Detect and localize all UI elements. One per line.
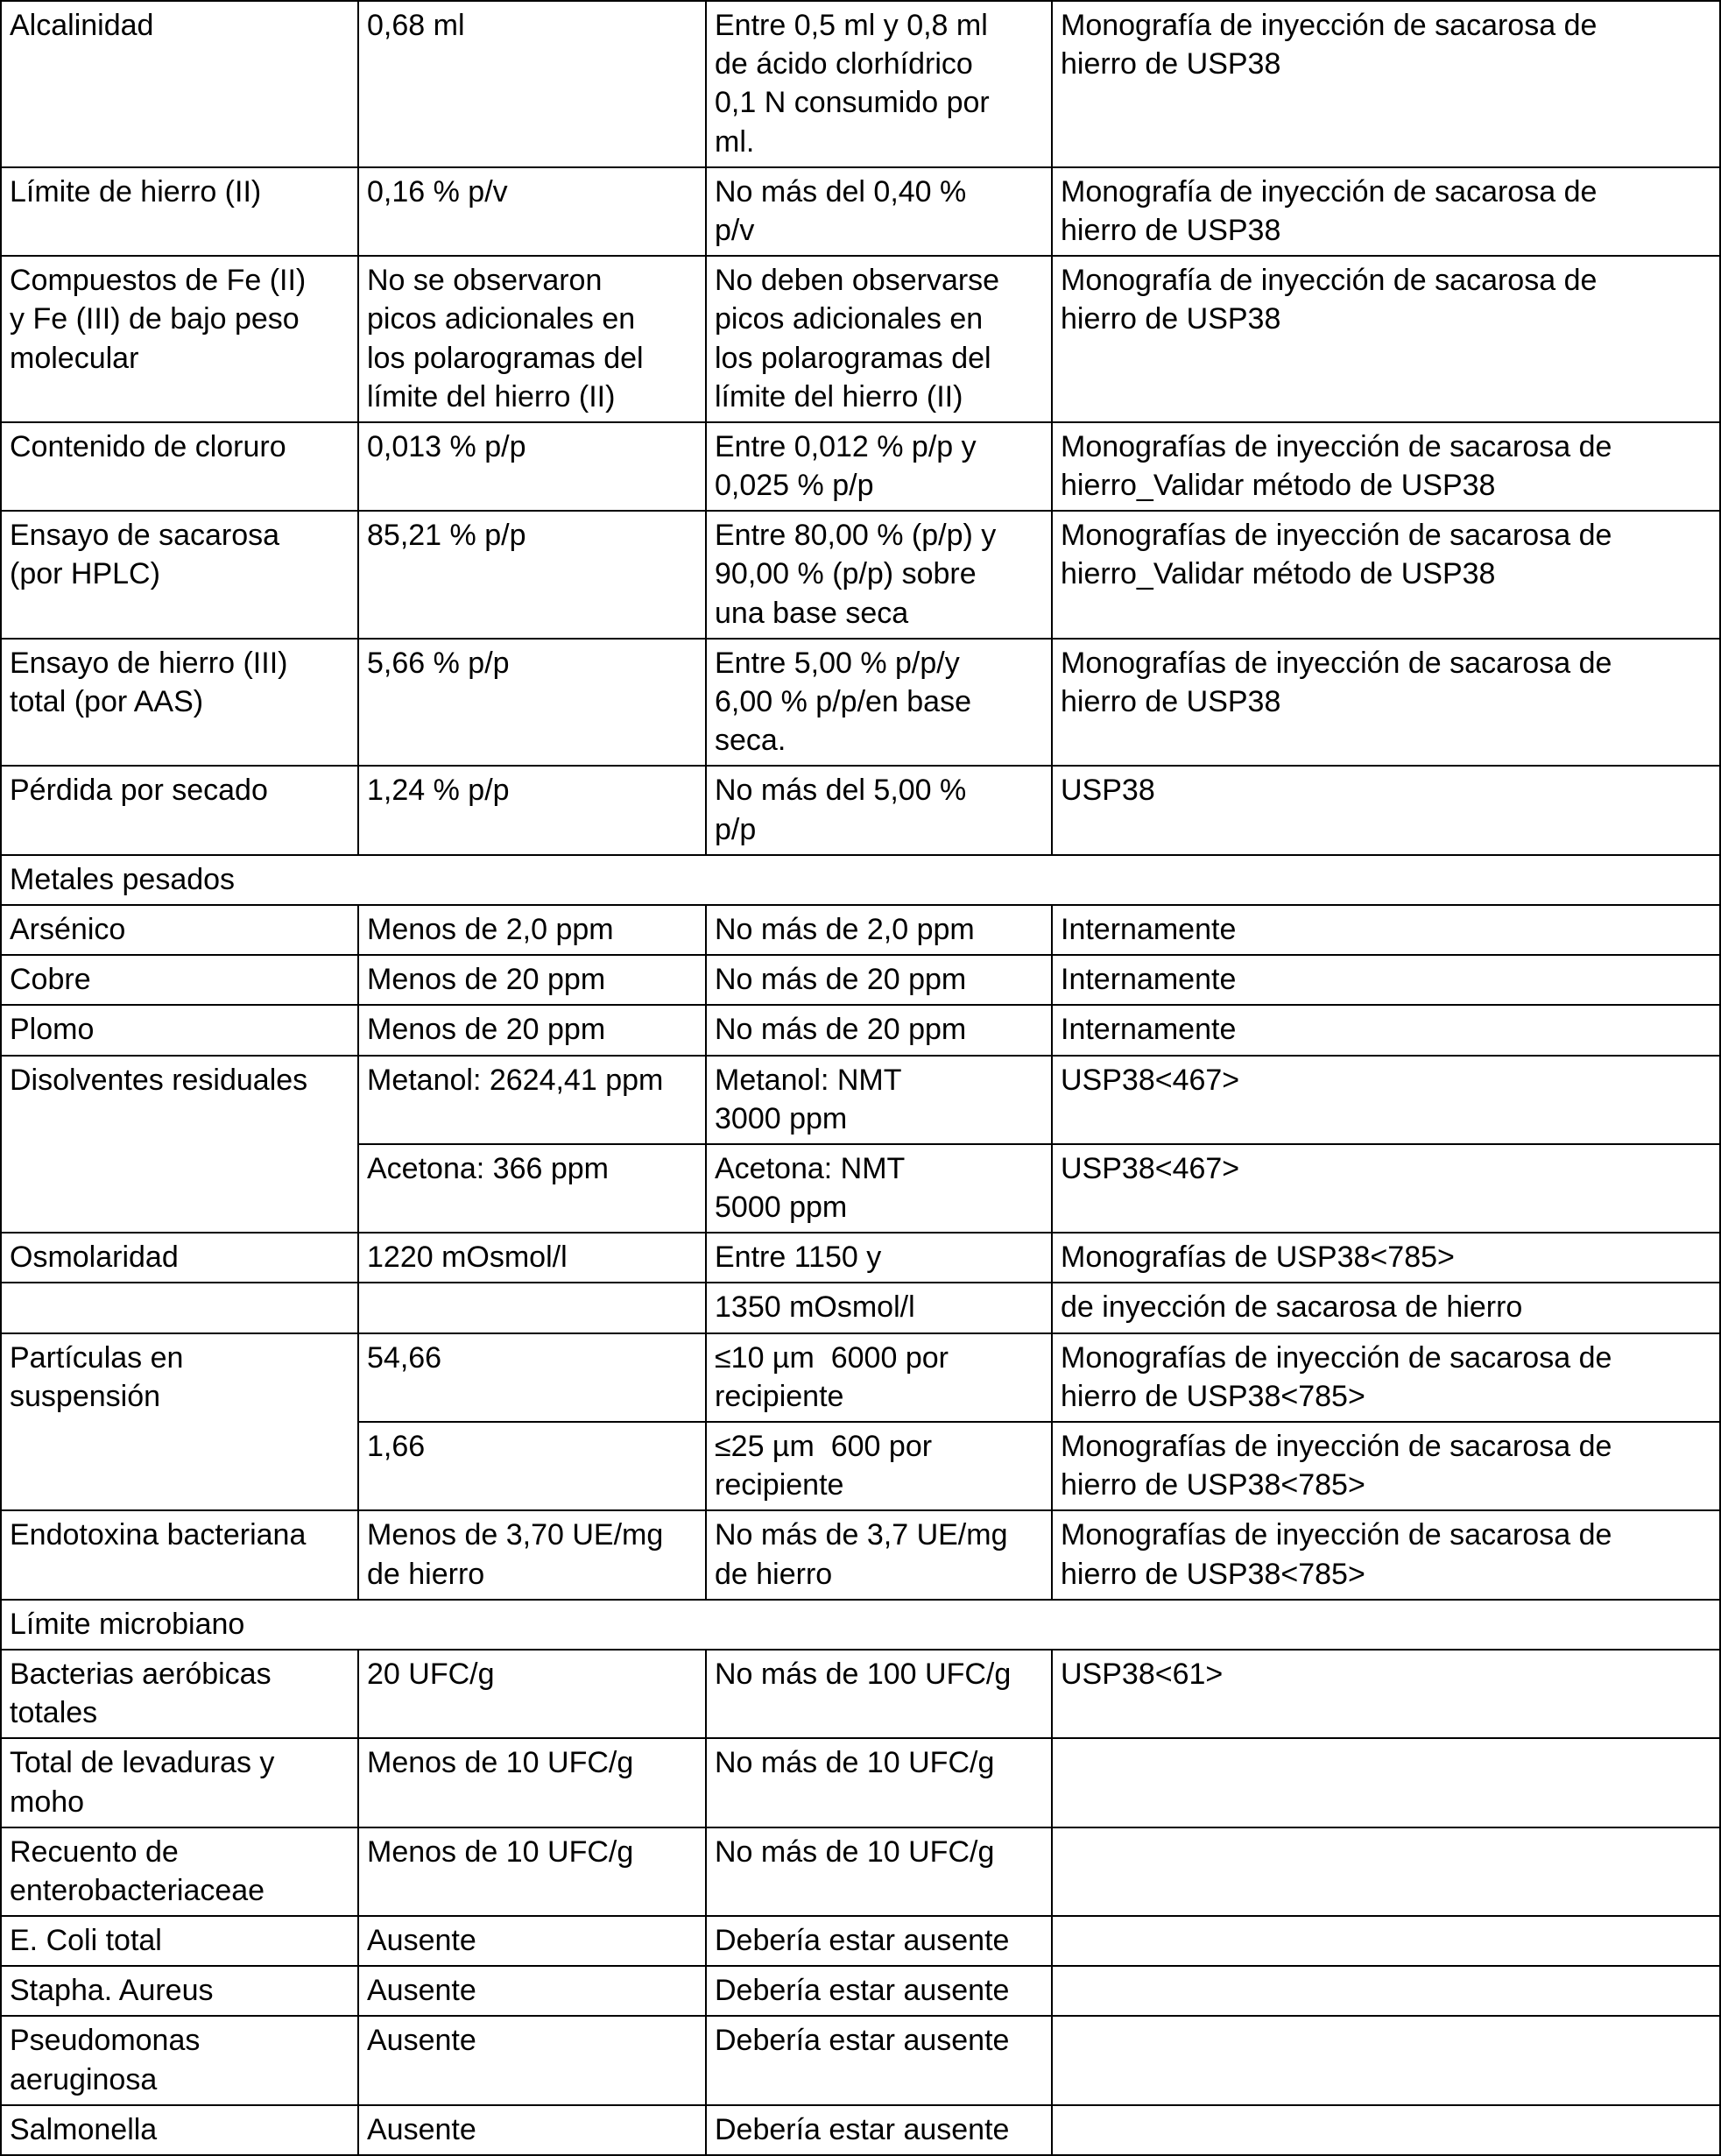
table-cell: Entre 0,5 ml y 0,8 ml de ácido clorhídrico 0,1 N consumido por ml.: [706, 1, 1052, 167]
table-row: [1, 1827, 1720, 1916]
table-row: [1, 1233, 1720, 1283]
table-cell: No más del 0,40 % p/v: [706, 167, 1052, 256]
table-cell: Cobre: [1, 955, 358, 1005]
table-cell: [1052, 1966, 1720, 2016]
table-cell: 1,66: [358, 1422, 706, 1510]
table-cell: 0,16 % p/v: [358, 167, 706, 256]
table-cell: ≤10 µm 6000 por recipiente: [706, 1333, 1052, 1422]
table-cell: 5,66 % p/p: [358, 639, 706, 767]
table-row: [1, 1283, 1720, 1332]
table-cell: USP38<467>: [1052, 1144, 1720, 1233]
table-cell: Menos de 2,0 ppm: [358, 905, 706, 955]
table-row: [1, 167, 1720, 256]
table-cell: Menos de 3,70 UE/mg de hierro: [358, 1510, 706, 1599]
table-row: [1, 905, 1720, 955]
table-cell: Compuestos de Fe (II) y Fe (III) de bajo peso molecular: [1, 256, 358, 422]
table-row: [1, 1, 1720, 167]
table-cell: Monografías de USP38<785>: [1052, 1233, 1720, 1283]
table-cell: Menos de 10 UFC/g: [358, 1827, 706, 1916]
section-row: [1, 855, 1720, 905]
table-row: [1, 2016, 1720, 2104]
table-cell: Total de levaduras y moho: [1, 1738, 358, 1827]
section-row: [1, 1600, 1720, 1650]
table-cell: [1052, 2016, 1720, 2104]
table-row: [1, 1510, 1720, 1599]
table-cell: 1220 mOsmol/l: [358, 1233, 706, 1283]
table-cell: Límite de hierro (II): [1, 167, 358, 256]
table-row: [1, 766, 1720, 854]
table-cell: de inyección de sacarosa de hierro: [1052, 1283, 1720, 1332]
table-cell: Entre 0,012 % p/p y 0,025 % p/p: [706, 422, 1052, 511]
table-cell: Monografía de inyección de sacarosa de hierro de USP38: [1052, 1, 1720, 167]
table-cell: Internamente: [1052, 905, 1720, 955]
table-cell: Arsénico: [1, 905, 358, 955]
table-cell: [1052, 1827, 1720, 1916]
table-cell: Ausente: [358, 1916, 706, 1966]
table-cell: Metales pesados: [1, 855, 1720, 905]
table-cell: 1350 mOsmol/l: [706, 1283, 1052, 1332]
table-cell: Metanol: 2624,41 ppm: [358, 1056, 706, 1144]
table-cell: [1052, 1916, 1720, 1966]
table-cell: Debería estar ausente: [706, 2105, 1052, 2155]
table-cell: Monografías de inyección de sacarosa de hierro de USP38<785>: [1052, 1333, 1720, 1422]
table-cell: Monografías de inyección de sacarosa de hierro de USP38<785>: [1052, 1510, 1720, 1599]
table-cell: Monografía de inyección de sacarosa de hierro de USP38: [1052, 167, 1720, 256]
table-cell: 85,21 % p/p: [358, 511, 706, 639]
table-cell: Metanol: NMT 3000 ppm: [706, 1056, 1052, 1144]
table-cell: No se observaron picos adicionales en los polarogramas del límite del hierro (II): [358, 256, 706, 422]
table-cell: Partículas en suspensión: [1, 1333, 358, 1511]
table-cell: Pérdida por secado: [1, 766, 358, 854]
table-cell: No más de 20 ppm: [706, 1005, 1052, 1055]
table-cell: No más de 10 UFC/g: [706, 1738, 1052, 1827]
table-cell: [358, 1283, 706, 1332]
table-cell: [1052, 1738, 1720, 1827]
table-cell: Contenido de cloruro: [1, 422, 358, 511]
table-cell: Endotoxina bacteriana: [1, 1510, 358, 1599]
table-cell: Pseudomonas aeruginosa: [1, 2016, 358, 2104]
table-row: [1, 1005, 1720, 1055]
table-cell: Menos de 10 UFC/g: [358, 1738, 706, 1827]
table-row: [1, 1738, 1720, 1827]
table-cell: USP38<467>: [1052, 1056, 1720, 1144]
table-row: [1, 1056, 1720, 1144]
table-cell: No más de 100 UFC/g: [706, 1650, 1052, 1738]
table-cell: 20 UFC/g: [358, 1650, 706, 1738]
table-cell: Ensayo de sacarosa (por HPLC): [1, 511, 358, 639]
table-row: [1, 1650, 1720, 1738]
table-cell: 54,66: [358, 1333, 706, 1422]
table-cell: Recuento de enterobacteriaceae: [1, 1827, 358, 1916]
table-cell: No más de 3,7 UE/mg de hierro: [706, 1510, 1052, 1599]
table-cell: Bacterias aeróbicas totales: [1, 1650, 358, 1738]
table-cell: Límite microbiano: [1, 1600, 1720, 1650]
table-cell: No deben observarse picos adicionales en los polarogramas del límite del hierro (II): [706, 256, 1052, 422]
table-cell: Disolventes residuales: [1, 1056, 358, 1234]
table-cell: Ausente: [358, 2016, 706, 2104]
table-cell: No más de 2,0 ppm: [706, 905, 1052, 955]
table-cell: [1, 1283, 358, 1332]
table-cell: Ausente: [358, 1966, 706, 2016]
table-cell: Acetona: NMT 5000 ppm: [706, 1144, 1052, 1233]
table-row: [1, 511, 1720, 639]
table-cell: Monografía de inyección de sacarosa de hierro de USP38: [1052, 256, 1720, 422]
table-cell: Monografías de inyección de sacarosa de hierro de USP38: [1052, 639, 1720, 767]
table-cell: USP38: [1052, 766, 1720, 854]
table-row: [1, 422, 1720, 511]
table-cell: 0,68 ml: [358, 1, 706, 167]
table-cell: Ensayo de hierro (III) total (por AAS): [1, 639, 358, 767]
table-cell: Monografías de inyección de sacarosa de hierro_Validar método de USP38: [1052, 422, 1720, 511]
table-cell: Internamente: [1052, 955, 1720, 1005]
table-cell: Debería estar ausente: [706, 1966, 1052, 2016]
table-cell: Plomo: [1, 1005, 358, 1055]
table-cell: Alcalinidad: [1, 1, 358, 167]
table-row: [1, 1916, 1720, 1966]
table-cell: Acetona: 366 ppm: [358, 1144, 706, 1233]
table-cell: Monografías de inyección de sacarosa de hierro_Validar método de USP38: [1052, 511, 1720, 639]
table-cell: Osmolaridad: [1, 1233, 358, 1283]
table-cell: Debería estar ausente: [706, 1916, 1052, 1966]
table-cell: No más de 20 ppm: [706, 955, 1052, 1005]
table-cell: Salmonella: [1, 2105, 358, 2155]
table-cell: 0,013 % p/p: [358, 422, 706, 511]
table-cell: Menos de 20 ppm: [358, 1005, 706, 1055]
table-cell: No más de 10 UFC/g: [706, 1827, 1052, 1916]
table-cell: Ausente: [358, 2105, 706, 2155]
table-row: [1, 639, 1720, 767]
table-cell: Entre 80,00 % (p/p) y 90,00 % (p/p) sobre una base seca: [706, 511, 1052, 639]
table-cell: ≤25 µm 600 por recipiente: [706, 1422, 1052, 1510]
table-row: [1, 1966, 1720, 2016]
table-cell: Debería estar ausente: [706, 2016, 1052, 2104]
table-row: [1, 1333, 1720, 1422]
table-row: [1, 256, 1720, 422]
table-cell: Entre 1150 y: [706, 1233, 1052, 1283]
table-cell: E. Coli total: [1, 1916, 358, 1966]
table-cell: Stapha. Aureus: [1, 1966, 358, 2016]
table-cell: USP38<61>: [1052, 1650, 1720, 1738]
table-cell: Menos de 20 ppm: [358, 955, 706, 1005]
table-cell: [1052, 2105, 1720, 2155]
table-cell: Internamente: [1052, 1005, 1720, 1055]
table-cell: Entre 5,00 % p/p/y 6,00 % p/p/en base seca.: [706, 639, 1052, 767]
table-cell: 1,24 % p/p: [358, 766, 706, 854]
table-cell: Monografías de inyección de sacarosa de hierro de USP38<785>: [1052, 1422, 1720, 1510]
table-row: [1, 2105, 1720, 2155]
table-cell: No más del 5,00 % p/p: [706, 766, 1052, 854]
table-row: [1, 955, 1720, 1005]
spec-table-body: [1, 1, 1720, 2155]
